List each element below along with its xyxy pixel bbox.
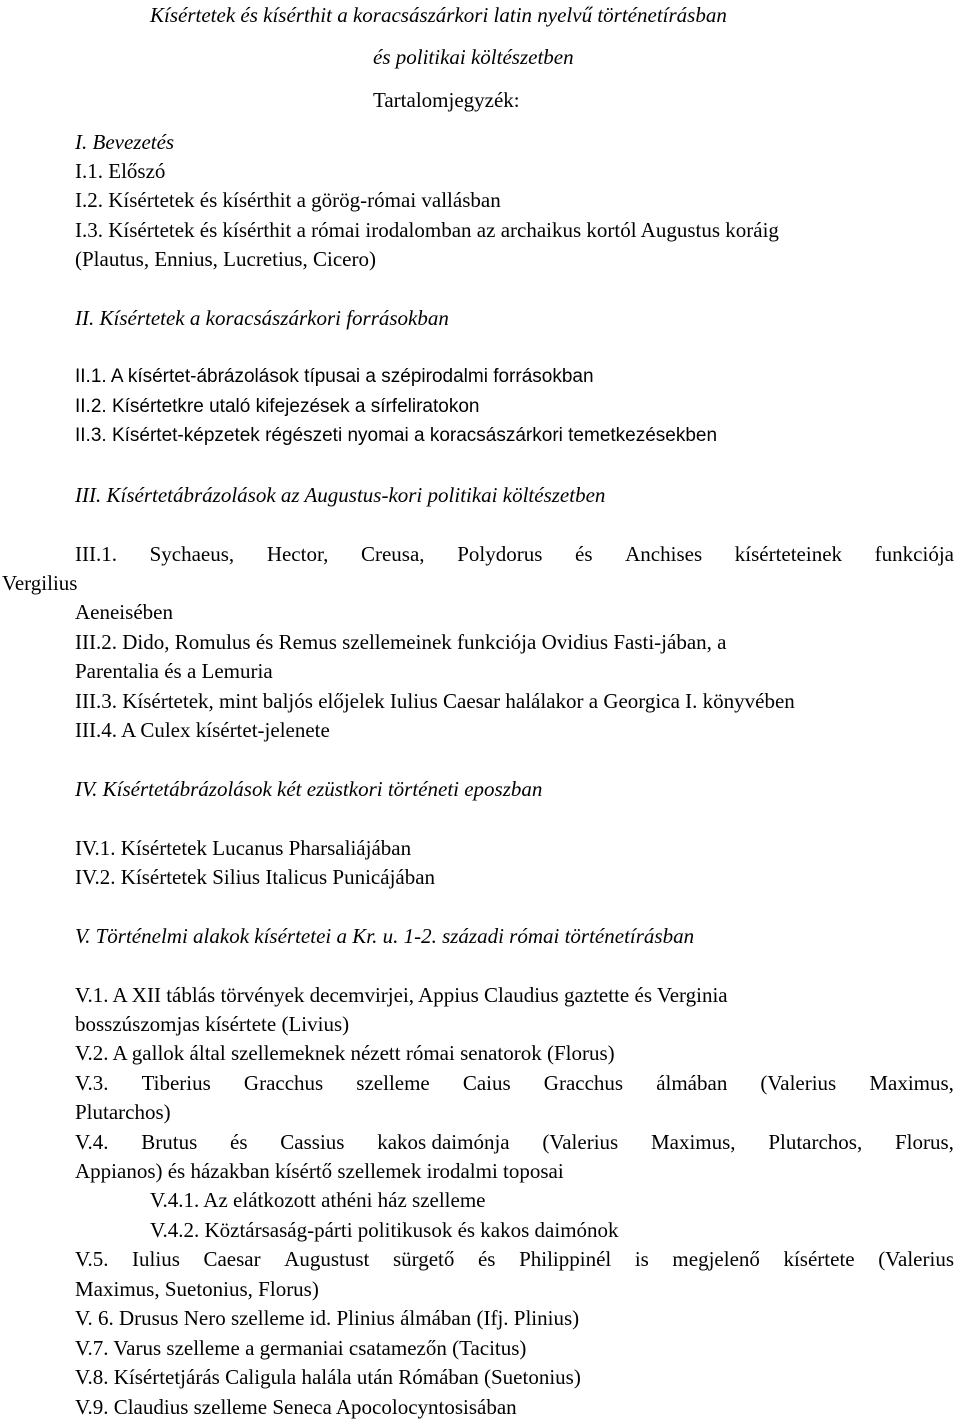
toc-entry-5-4-2: V.4.2. Köztársaság-párti politikusok és kakos daimónok <box>150 1218 619 1242</box>
toc-word: (Valerius <box>878 1247 954 1271</box>
document-title-line-2: és politikai költészetben <box>373 45 574 69</box>
toc-word: V.3. <box>75 1071 109 1095</box>
toc-entry-5-4-continued: Appianos) és házakban kísértő szellemek irodalmi toposai <box>75 1159 564 1183</box>
toc-word: Augustust <box>284 1247 370 1271</box>
toc-word: Maximus, <box>650 1130 736 1154</box>
toc-entry-5-3-continued: Plutarchos) <box>75 1100 171 1124</box>
toc-word: Brutus <box>141 1130 198 1154</box>
toc-entry-5-1-continued: bosszúszomjas kísértete (Livius) <box>75 1012 350 1036</box>
toc-heading: Tartalomjegyzék: <box>373 88 520 112</box>
toc-word: (Valerius <box>542 1130 619 1154</box>
toc-word: és <box>477 1247 496 1271</box>
toc-entry-3-3: III.3. Kísértetek, mint baljós előjelek Iulius Caesar halálakor a Georgica I. könyvében <box>75 689 795 713</box>
document-title-line-1: Kísértetek és kísérthit a koracsászárkori latin nyelvű történetírásban <box>150 3 727 27</box>
toc-word: Sychaeus, <box>149 542 235 566</box>
toc-entry-2-3: II.3. Kísértet-képzetek régészeti nyomai a koracsászárkori temetkezésekben <box>75 425 718 446</box>
toc-entry-4-2: IV.2. Kísértetek Silius Italicus Punicájában <box>75 865 436 889</box>
toc-entry-1-2: I.2. Kísértetek és kísérthit a görög-római vallásban <box>75 188 501 212</box>
toc-word: szelleme <box>356 1071 430 1095</box>
toc-word: V.4. <box>75 1130 109 1154</box>
toc-word: V.5. <box>75 1247 109 1271</box>
toc-word: Cassius <box>280 1130 345 1154</box>
toc-entry-5-5 <box>75 1246 954 1272</box>
toc-entry-5-4 <box>75 1129 954 1155</box>
toc-word: Plutarchos, <box>768 1130 863 1154</box>
toc-word: Gracchus <box>243 1071 324 1095</box>
toc-word: kísérteteinek <box>734 542 843 566</box>
toc-entry-5-9: V.9. Claudius szelleme Seneca Apocolocyntosisában <box>75 1395 517 1419</box>
toc-word: Polydorus <box>457 542 543 566</box>
toc-entry-5-7: V.7. Varus szelleme a germaniai csatamezőn (Tacitus) <box>75 1336 527 1360</box>
toc-entry-5-2: V.2. A gallok által szellemeknek nézett római senatorok (Florus) <box>75 1041 615 1065</box>
toc-word: álmában <box>656 1071 728 1095</box>
toc-section-4: IV. Kísértetábrázolások két ezüstkori történeti eposzban <box>75 777 543 801</box>
toc-entry-3-4: III.4. A Culex kísértet-jelenete <box>75 718 330 742</box>
toc-entry-5-8: V.8. Kísértetjárás Caligula halála után Rómában (Suetonius) <box>75 1365 581 1389</box>
toc-word: Caesar <box>203 1247 261 1271</box>
toc-entry-5-1: V.1. A XII táblás törvények decemvirjei, Appius Claudius gaztette és Verginia <box>75 983 728 1007</box>
toc-section-1: I. Bevezetés <box>75 130 175 154</box>
toc-entry-2-2: II.2. Kísértetkre utaló kifejezések a sírfeliratokon <box>75 396 480 417</box>
toc-entry-1-1: I.1. Előszó <box>75 159 166 183</box>
toc-entry-2-1: II.1. A kísértet-ábrázolások típusai a szépirodalmi forrásokban <box>75 366 594 387</box>
toc-word: és <box>230 1130 248 1154</box>
toc-word: sürgető <box>392 1247 455 1271</box>
toc-entry-3-2-continued: Parentalia és a Lemuria <box>75 659 273 683</box>
toc-section-3: III. Kísértetábrázolások az Augustus-kori politikai költészetben <box>75 483 606 507</box>
toc-word: megjelenő <box>672 1247 760 1271</box>
toc-word: kísértete <box>783 1247 855 1271</box>
toc-word: (Valerius <box>760 1071 837 1095</box>
toc-entry-3-2: III.2. Dido, Romulus és Remus szellemeinek funkciója Ovidius Fasti-jában, a <box>75 630 727 654</box>
toc-word: Hector, <box>266 542 329 566</box>
toc-word: és <box>575 542 593 566</box>
toc-word: Iulius <box>132 1247 180 1271</box>
toc-entry-1-3-continued: (Plautus, Ennius, Lucretius, Cicero) <box>75 247 376 271</box>
toc-section-2: II. Kísértetek a koracsászárkori forrásokban <box>75 306 449 330</box>
toc-word: Maximus, <box>869 1071 954 1095</box>
toc-word: funkciója <box>874 542 954 566</box>
toc-entry-5-3 <box>75 1070 954 1096</box>
toc-entry-1-3: I.3. Kísértetek és kísérthit a római irodalomban az archaikus kortól Augustus koráig <box>75 218 779 242</box>
toc-word: Caius <box>462 1071 511 1095</box>
toc-word: Creusa, <box>360 542 425 566</box>
toc-entry-3-1-continued: Vergilius <box>2 571 78 595</box>
toc-word: Gracchus <box>543 1071 624 1095</box>
toc-word: III.1. <box>75 542 117 566</box>
toc-entry-5-6: V. 6. Drusus Nero szelleme id. Plinius álmában (Ifj. Plinius) <box>75 1306 580 1330</box>
toc-word: kakos daimónja <box>377 1130 510 1154</box>
toc-entry-3-1 <box>75 541 954 567</box>
toc-word: Philippinél <box>519 1247 612 1271</box>
toc-word: Tiberius <box>141 1071 211 1095</box>
toc-section-5: V. Történelmi alakok kísértetei a Kr. u. 1-2. századi római történetírásban <box>75 924 695 948</box>
toc-word: Florus, <box>895 1130 954 1154</box>
toc-entry-5-4-1: V.4.1. Az elátkozott athéni ház szelleme <box>150 1188 486 1212</box>
toc-word: is <box>634 1247 649 1271</box>
toc-entry-3-1-work: Aeneisében <box>75 600 173 624</box>
toc-entry-5-5-continued: Maximus, Suetonius, Florus) <box>75 1277 319 1301</box>
toc-word: Anchises <box>625 542 703 566</box>
toc-entry-4-1: IV.1. Kísértetek Lucanus Pharsaliájában <box>75 836 412 860</box>
